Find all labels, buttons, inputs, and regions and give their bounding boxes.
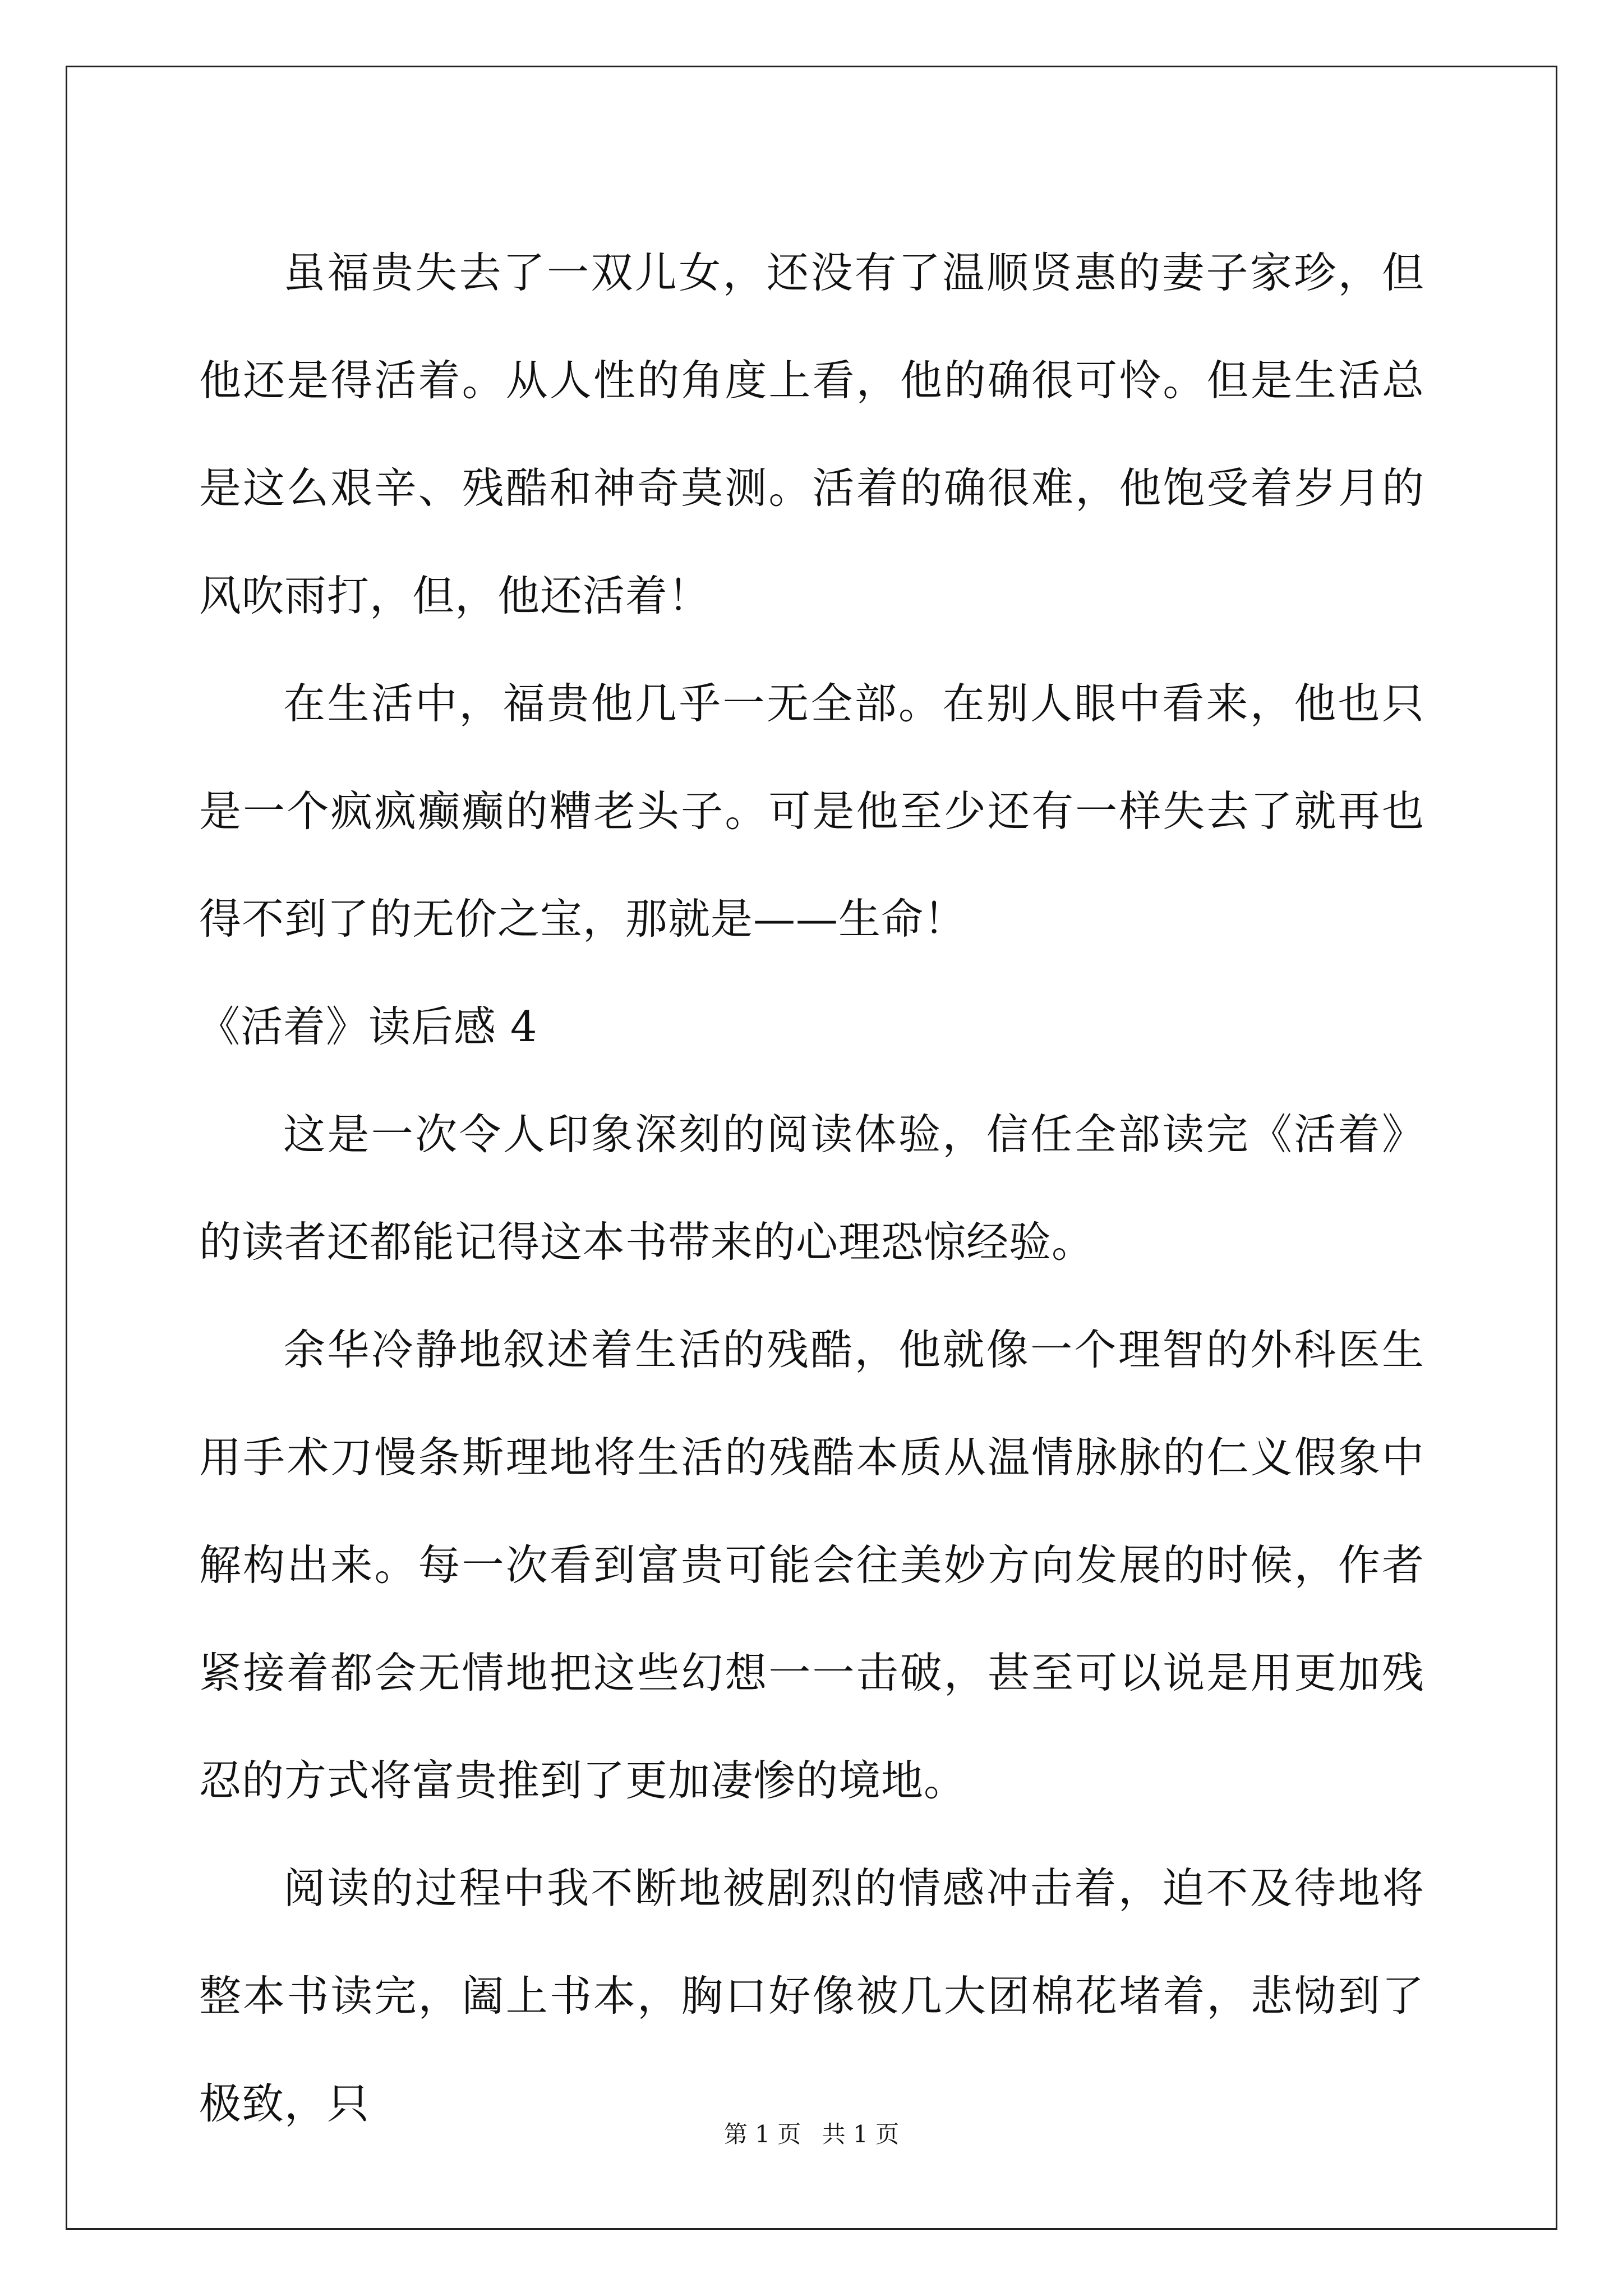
paragraph-4: 余华冷静地叙述着生活的残酷，他就像一个理智的外科医生用手术刀慢条斯理地将生活的残酷本质从温情脉脉的仁义假象中解构出来。每一次看到富贵可能会往美妙方向发展的时候，作者紧接着都会无情地把这些幻想一一击破，甚至可以说是用更加残忍的方式将富贵推到了更加凄惨的境地。 <box>199 1325 1424 1805</box>
paragraph-2: 在生活中，福贵他几乎一无全部。在别人眼中看来，他也只是一个疯疯癫癫的糟老头子。可是他至少还有一样失去了就再也得不到了的无价之宝，那就是——生命！ <box>199 679 1424 944</box>
document-body <box>199 219 1424 2157</box>
page-footer <box>0 2118 1623 2151</box>
page-number: 第 1 页 <box>723 2120 801 2148</box>
paragraph-5: 阅读的过程中我不断地被剧烈的情感冲击着，迫不及待地将整本书读完，阖上书本，胸口好像被几大团棉花堵着，悲恸到了极致，只 <box>199 1864 1424 2128</box>
section-heading: 《活着》读后感 4 <box>198 1002 538 1051</box>
paragraph-3: 这是一次令人印象深刻的阅读体验，信任全部读完《活着》的读者还都能记得这本书带来的心理恐惊经验。 <box>199 1110 1424 1267</box>
paragraph-1: 虽福贵失去了一双儿女，还没有了温顺贤惠的妻子家珍，但他还是得活着。从人性的角度上看，他的确很可怜。但是生活总是这么艰辛、残酷和神奇莫测。活着的确很难，他饱受着岁月的风吹雨打，但，他还活着！ <box>199 248 1424 620</box>
page-total: 共 1 页 <box>822 2120 900 2148</box>
